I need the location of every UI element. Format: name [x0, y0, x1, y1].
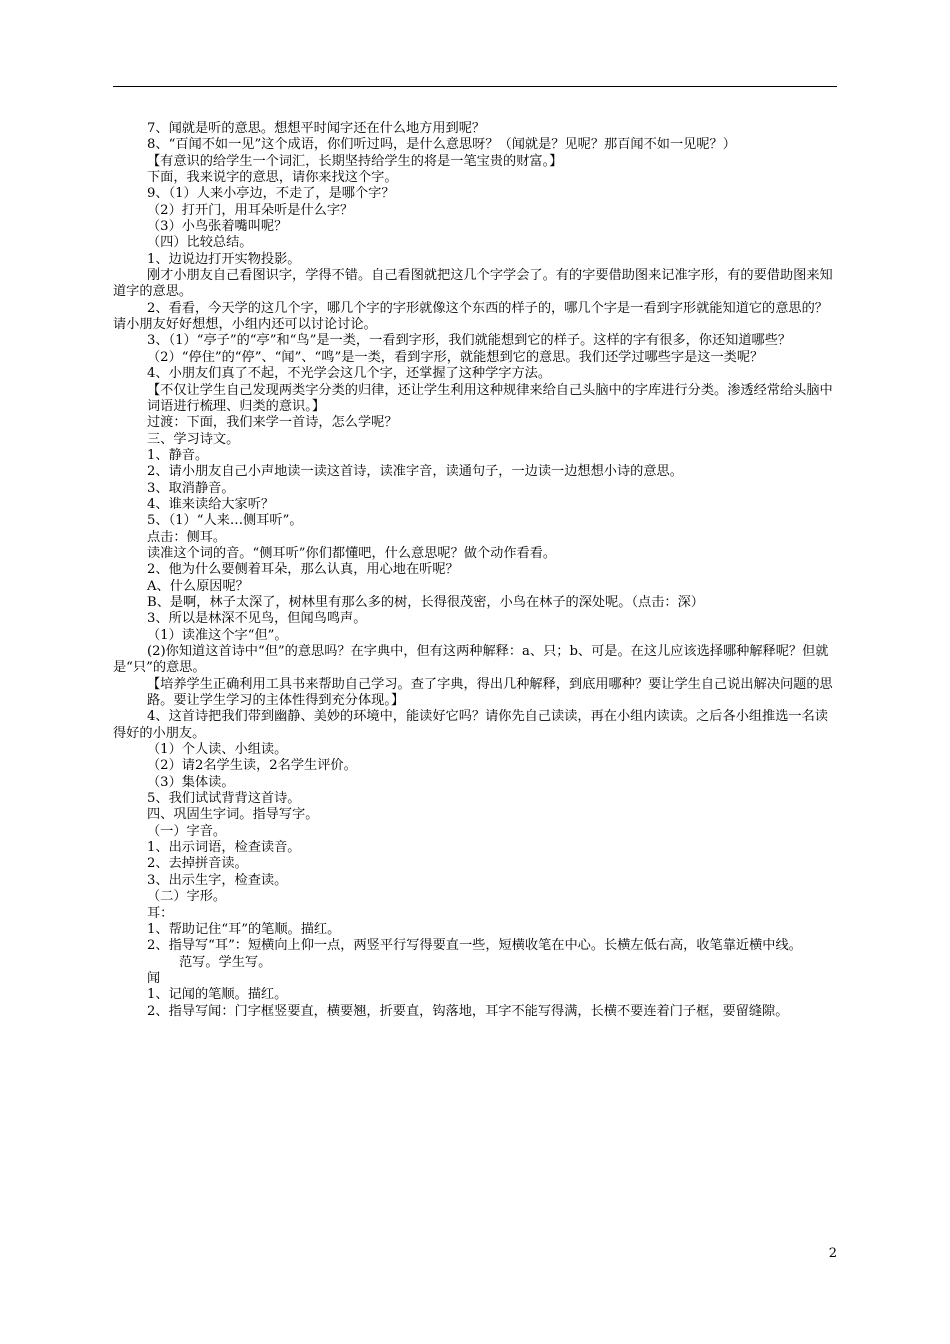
paragraph: （一）字音。: [147, 823, 227, 839]
paragraph: （2）“停住”的“停”、“闻”、“鸣”是一类，看到字形，就能想到它的意思。我们还学过哪些字是这一类呢？: [147, 349, 764, 365]
paragraph: 7、闻就是听的意思。想想平时闻字还在什么地方用到呢？: [147, 121, 486, 136]
paragraph: （2）打开门，用耳朵听是什么字？: [147, 202, 354, 218]
paragraph: 2、指导写闻：门字框竖要直，横要翘，折要直，钩落地，耳字不能写得满，长横不要连着门子框，要留缝隙。: [147, 1003, 789, 1019]
paragraph: B、是啊，林子太深了，树林里有那么多的树，长得很茂密，小鸟在林子的深处呢。（点击：深）: [147, 594, 704, 610]
paragraph: （四）比较总结。: [147, 235, 253, 251]
header-rule: [113, 86, 837, 87]
paragraph: 三、学习诗文。: [147, 431, 240, 447]
paragraph: 【不仅让学生自己发现两类字分类的归律，还让学生利用这种规律来给自己头脑中的字库进行分类。渗透经常给头脑中词语进行梳理、归类的意识。】: [147, 382, 833, 414]
paragraph: 3、取消静音。: [147, 480, 235, 496]
paragraph: 1、边说边打开实物投影。: [147, 251, 301, 267]
paragraph: 3、出示生字，检查读。: [147, 872, 288, 888]
paragraph: 3、（1）“亭子”的“亭”和“鸟”是一类，一看到字形，我们就能想到它的样子。这样的字有很多，你还知道哪些？: [147, 333, 792, 349]
paragraph: 3、所以是林深不见鸟，但闻鸟鸣声。: [147, 611, 367, 627]
paragraph: 1、记闻的笔顺。描红。: [147, 987, 288, 1003]
paragraph: 8、“百闻不如一见”这个成语，你们听过吗，是什么意思呀？（闻就是？见呢？那百闻不如一见呢？）: [147, 137, 736, 153]
paragraph: 9、（1）人来小亭边，不走了，是哪个字？: [147, 186, 395, 202]
paragraph: 读准这个词的音。“侧耳听”你们都懂吧，什么意思呢？做个动作看看。: [147, 545, 557, 561]
paragraph: 4、小朋友们真了不起，不光学会这几个字，还掌握了这种学字方法。: [147, 366, 552, 382]
paragraph: 下面，我来说字的意思，请你来找这个字。: [147, 170, 398, 186]
page-number: 2: [828, 1246, 837, 1261]
paragraph: 四、巩固生字词。指导写字。: [147, 807, 319, 823]
paragraph: 4、谁来读给大家听？: [147, 496, 275, 512]
paragraph: 1、帮助记住“耳”的笔顺。描红。: [147, 921, 341, 937]
paragraph: 1、静音。: [147, 447, 209, 463]
paragraph: 1、出示词语，检查读音。: [147, 840, 301, 856]
paragraph: 点击：侧耳。: [147, 529, 227, 545]
paragraph: 2、看看，今天学的这几个字，哪几个字的字形就像这个东西的样子的，哪几个字是一看到字形就能知道它的意思的？请小朋友好好想想，小组内还可以讨论讨论。: [113, 300, 828, 333]
paragraph: （2）请2名学生读，2名学生评价。: [147, 758, 357, 774]
paragraph: 4、这首诗把我们带到幽静、美妙的环境中，能读好它吗？请你先自己读读，再在小组内读读。之后各小组推选一名读得好的小朋友。: [113, 709, 828, 741]
paragraph: 闻: [147, 970, 161, 986]
paragraph: 【培养学生正确利用工具书来帮助自己学习。查了字典，得出几种解释，到底用哪种？要让学生自己说出解决问题的思路。要让学生学习的主体性得到充分体现。】: [147, 676, 833, 709]
paragraph: 耳：: [147, 905, 174, 921]
paragraph: 2、他为什么要侧着耳朵，那么认真，用心地在听呢？: [147, 562, 459, 578]
paragraph: 过渡：下面，我们来学一首诗，怎么学呢？: [147, 415, 398, 431]
document-body: [113, 121, 837, 1020]
paragraph: （二）字形。: [147, 889, 227, 905]
paragraph: 范写。学生写。: [179, 954, 272, 970]
paragraph: A、什么原因呢？: [147, 578, 249, 594]
paragraph: 2、指导写“耳”：短横向上仰一点，两竖平行写得要直一些，短横收笔在中心。长横左低右高，收笔靠近横中线。: [147, 938, 802, 954]
paragraph: 5、我们试试背背这首诗。: [147, 791, 301, 807]
paragraph: (2)你知道这首诗中“但”的意思吗？在字典中，但有这两种解释：a、只；b、可是。在这儿应该选择哪种解释呢？但就是“只”的意思。: [113, 644, 829, 676]
paragraph: 刚才小朋友自己看图识字，学得不错。自己看图就把这几个字学会了。有的字要借助图来记准字形，有的要借助图来知道字的意思。: [113, 268, 833, 300]
paragraph: 【有意识的给学生一个词汇，长期坚持给学生的将是一笔宝贵的财富。】: [147, 153, 563, 169]
paragraph: 2、请小朋友自己小声地读一读这首诗，读准字音，读通句子，一边读一边想想小诗的意思。: [147, 464, 683, 480]
paragraph: 5、（1）“人来…侧耳听”。: [147, 513, 303, 529]
paragraph: （1）读准这个字“但”。: [147, 627, 288, 643]
paragraph: （3）集体读。: [147, 774, 235, 790]
paragraph: （1）个人读、小组读。: [147, 742, 288, 758]
paragraph: 2、去掉拼音读。: [147, 856, 248, 872]
paragraph: （3）小鸟张着嘴叫呢？: [147, 219, 288, 235]
